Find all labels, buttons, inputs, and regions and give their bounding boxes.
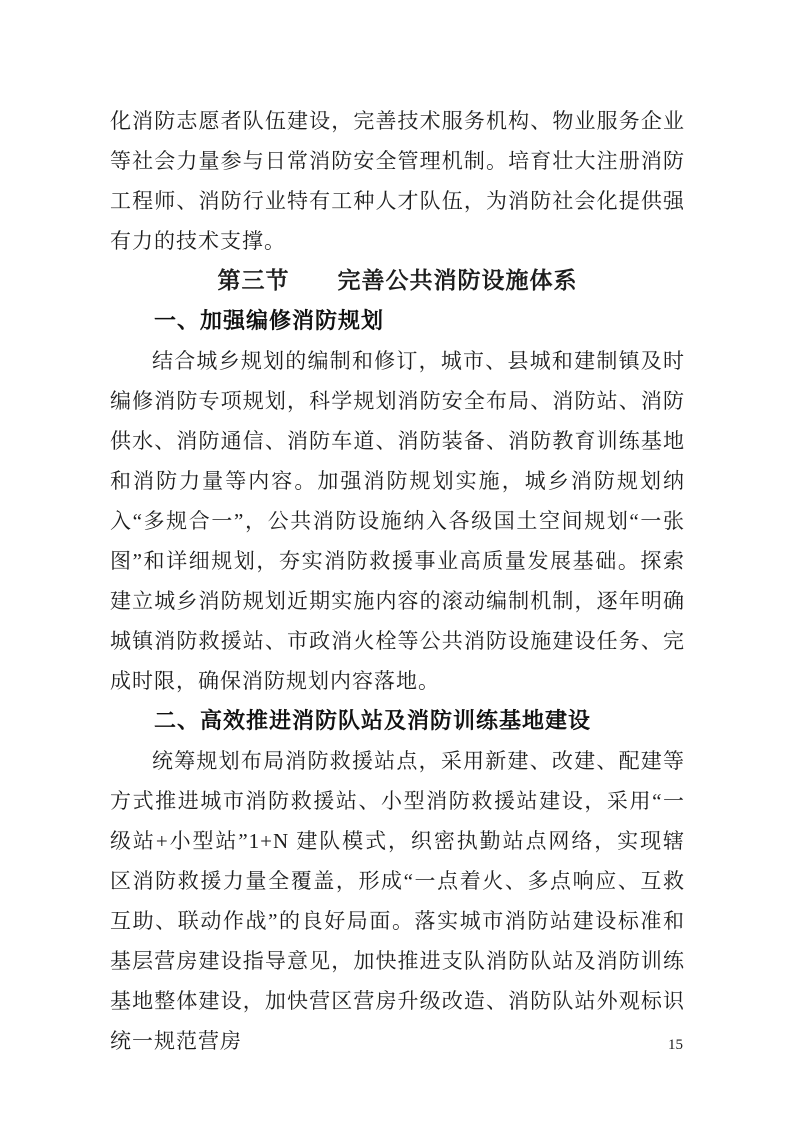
section-heading: 第三节 完善公共消防设施体系 (217, 268, 578, 293)
subsection-2-body: 统筹规划布局消防救援站点，采用新建、改建、配建等方式推进城市消防救援站、小型消防救援站建设，采用“一级站+小型站”1+N 建队模式，织密执勤站点网络，实现辖区消防救援力量全覆盖，形成“一点着火、多点响应、互救互助、联动作战”的良好局面。落实城市消防站建设标准和基层营房建设指导意见，加快推进支队消防队站及消防训练基地整体建设，加快营区营房升级改造、消防队站外观标识统一规范营房 (110, 749, 685, 1053)
text-block (110, 101, 685, 1061)
subsection-1-body: 结合城乡规划的编制和修订，城市、县城和建制镇及时编修消防专项规划，科学规划消防安全布局、消防站、消防供水、消防通信、消防车道、消防装备、消防教育训练基地和消防力量等内容。加强消防规划实施，城乡消防规划纳入“多规合一”，公共消防设施纳入各级国土空间规划“一张图”和详细规划，夯实消防救援事业高质量发展基础。探索建立城乡消防规划近期实施内容的滚动编制机制，逐年明确城镇消防救援站、市政消火栓等公共消防设施建设任务、完成时限，确保消防规划内容落地。 (110, 349, 685, 693)
subsection-1-heading: 一、加强编修消防规划 (154, 308, 385, 333)
subsection-2-heading: 二、高效推进消防队站及消防训练基地建设 (154, 708, 592, 733)
page-number: 15 (668, 1037, 683, 1053)
continued-paragraph: 化消防志愿者队伍建设，完善技术服务机构、物业服务企业等社会力量参与日常消防安全管理机制。培育壮大注册消防工程师、消防行业特有工种人才队伍，为消防社会化提供强有力的技术支撑。 (110, 109, 685, 253)
